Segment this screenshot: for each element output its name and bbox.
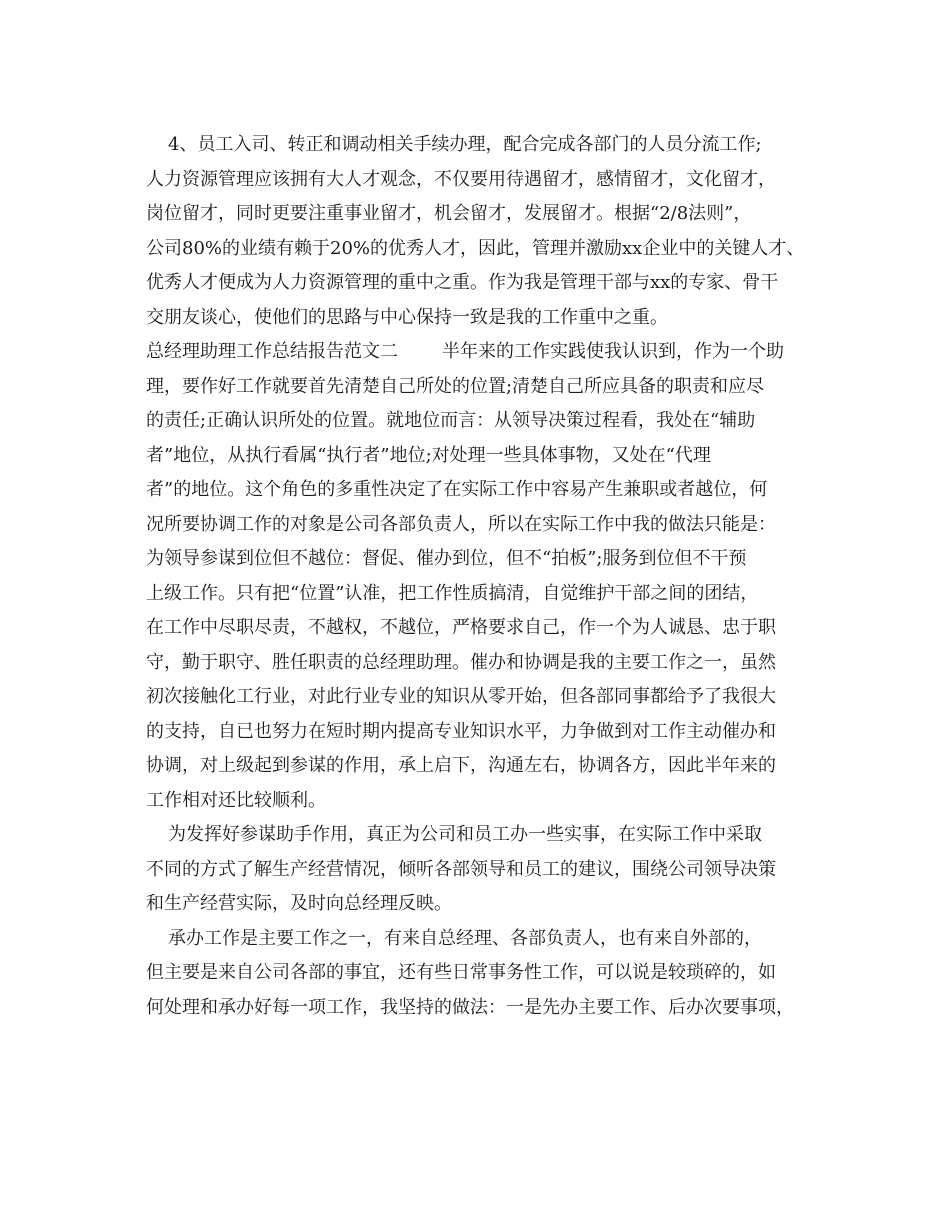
- text-line: 者”地位，从执行看属“执行者”地位;对处理一些具体事物，又处在“代理: [146, 444, 711, 466]
- text-line: 在工作中尽职尽责，不越权，不越位，严格要求自己，作一个为人诚恳、忠于职: [146, 617, 776, 638]
- text-line: 交朋友谈心，使他们的思路与中心保持一致是我的工作重中之重。: [146, 306, 668, 328]
- text-line: 为发挥好参谋助手作用，真正为公司和员工办一些实事，在实际工作中采取: [168, 824, 762, 845]
- text-line: 况所要协调工作的对象是公司各部负责人，所以在实际工作中我的做法只能是：: [146, 513, 776, 535]
- text-line: 承办工作是主要工作之一，有来自总经理、各部负责人，也有来自外部的，: [168, 927, 762, 949]
- text-line: 但主要是来自公司各部的事宜，还有些日常事务性工作，可以说是较琐碎的，如: [146, 962, 776, 983]
- text-line: 协调，对上级起到参谋的作用，承上启下，沟通左右，协调各方，因此半年来的: [146, 755, 776, 776]
- text-line: 为领导参谋到位但不越位：督促、催办到位，但不“拍板”;服务到位但不干预: [146, 548, 747, 569]
- text-line: 公司80%的业绩有赖于20%的优秀人才，因此，管理并激励xx企业中的关键人才、: [146, 237, 805, 259]
- text-line: 初次接触化工行业，对此行业专业的知识从零开始，但各部同事都给予了我很大: [146, 686, 776, 707]
- text-line: 的支持，自已也努力在短时期内提高专业知识水平，力争做到对工作主动催办和: [146, 720, 776, 742]
- text-line: 理，要作好工作就要首先清楚自己所处的位置;清楚自己所应具备的职责和应尽: [146, 375, 765, 397]
- text-line: 者”的地位。这个角色的多重性决定了在实际工作中容易产生兼职或者越位，何: [146, 479, 768, 500]
- document-body: [146, 128, 806, 1025]
- text-line: 的责任;正确认识所处的位置。就地位而言：从领导决策过程看，我处在“辅助: [146, 410, 756, 431]
- text-line: 半年来的工作实践使我认识到，作为一个助: [442, 341, 784, 362]
- text-line: 岗位留才，同时更要注重事业留才，机会留才，发展留才。根据“2/8法则”，: [146, 203, 752, 224]
- text-line: 不同的方式了解生产经营情况，倾听各部领导和员工的建议，围绕公司领导决策: [146, 858, 776, 880]
- text-line: 何处理和承办好每一项工作，我坚持的做法：一是先办主要工作、后办次要事项，: [146, 996, 794, 1018]
- text-line: 守，勤于职守、胜任职责的总经理助理。催办和协调是我的主要工作之一，虽然: [146, 651, 776, 673]
- text-line: 和生产经营实际，及时向总经理反映。: [146, 893, 452, 914]
- text-line: 人力资源管理应该拥有大人才观念，不仅要用待遇留才，感情留才，文化留才，: [146, 168, 776, 190]
- heading-line: [146, 335, 806, 370]
- text-line: 4、员工入司、转正和调动相关手续办理，配合完成各部门的人员分流工作;: [168, 134, 762, 155]
- text-line: 优秀人才便成为人力资源管理的重中之重。作为我是管理干部与xx的专家、骨干: [146, 272, 779, 293]
- text-line: 工作相对还比较顺利。: [146, 789, 326, 811]
- section-heading: 总经理助理工作总结报告范文二: [146, 341, 398, 362]
- text-line: 上级工作。只有把“位置”认准，把工作性质搞清，自觉维护干部之间的团结，: [146, 582, 759, 604]
